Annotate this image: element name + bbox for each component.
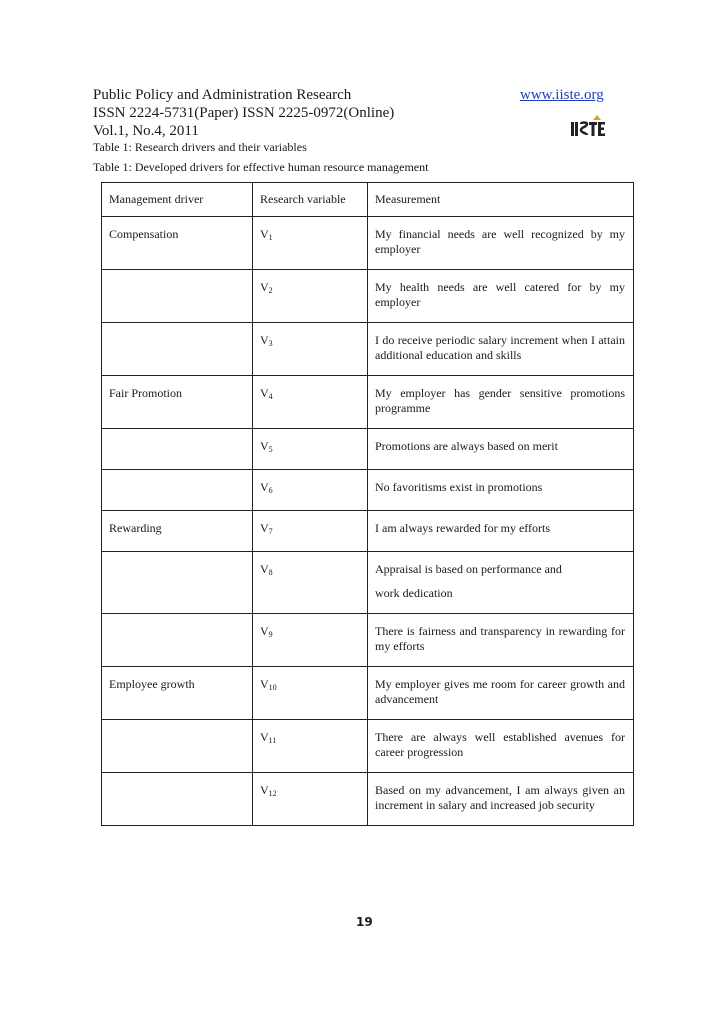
table-row (102, 470, 634, 511)
header-research-variable: Research variable (260, 192, 346, 206)
issn-line: ISSN 2224-5731(Paper) ISSN 2225-0972(Online) (93, 105, 395, 121)
measurement-cell: My financial needs are well recognized by my employer (375, 227, 625, 256)
variable-cell: $V_4$ (260, 386, 273, 401)
measurement-cell: I do receive periodic salary increment when I attain additional education and skills (375, 333, 625, 362)
measurement-cell: Based on my advancement, I am always given an increment in salary and increased job security (375, 783, 625, 812)
table-row (102, 376, 634, 429)
driver-cell (102, 270, 252, 292)
driver-cell: Compensation (109, 227, 179, 241)
driver-cell (102, 720, 252, 742)
driver-cell (102, 323, 252, 345)
table-row (102, 323, 634, 376)
table-row (102, 773, 634, 826)
driver-cell (102, 773, 252, 795)
table-row (102, 511, 634, 552)
variable-cell: $V_1$ (260, 227, 273, 242)
measurement-line: Appraisal is based on performance and (375, 562, 562, 576)
driver-cell (102, 614, 252, 636)
variable-cell: $V_8$ (260, 562, 273, 577)
measurement-cell: My employer gives me room for career growth and advancement (375, 677, 625, 706)
measurement-cell: My employer has gender sensitive promotions programme (375, 386, 625, 415)
website-link[interactable]: www.iiste.org (520, 87, 604, 103)
table-row (102, 614, 634, 667)
variable-cell: $V_{10}$ (260, 677, 277, 692)
volume-line: Vol.1, No.4, 2011 (93, 123, 199, 139)
table-row (102, 720, 634, 773)
page-number: 19 (356, 915, 373, 929)
measurement-cell: I am always rewarded for my efforts (375, 521, 551, 535)
journal-title: Public Policy and Administration Research (93, 87, 352, 103)
table-caption-developed-drivers: Table 1: Developed drivers for effective human resource management (93, 160, 429, 174)
table-row (102, 667, 634, 720)
iiste-logo (571, 114, 605, 138)
table-row (102, 270, 634, 323)
variable-cell: $V_6$ (260, 480, 273, 495)
measurement-line: work dedication (375, 586, 453, 600)
driver-cell (102, 552, 252, 574)
table-header-row (102, 183, 634, 217)
variable-cell: $V_9$ (260, 624, 273, 639)
variable-cell: $V_2$ (260, 280, 273, 295)
variable-cell: $V_7$ (260, 521, 273, 536)
driver-cell: Rewarding (109, 521, 162, 535)
variable-cell: $V_{11}$ (260, 730, 277, 745)
drivers-table (101, 182, 630, 826)
measurement-cell: There is fairness and transparency in rewarding for my efforts (375, 624, 625, 653)
measurement-cell: Promotions are always based on merit (375, 439, 558, 453)
variable-cell: $V_{12}$ (260, 783, 277, 798)
table-caption-research-drivers: Table 1: Research drivers and their variables (93, 140, 307, 154)
measurement-cell: My health needs are well catered for by my employer (375, 280, 625, 309)
measurement-cell (368, 552, 633, 613)
table-row (102, 429, 634, 470)
driver-cell: Employee growth (109, 677, 195, 691)
driver-cell (102, 429, 252, 451)
measurement-cell: There are always well established avenues for career progression (375, 730, 625, 759)
table-row (102, 552, 634, 614)
variable-cell: $V_3$ (260, 333, 273, 348)
variable-cell: $V_5$ (260, 439, 273, 454)
header-management-driver: Management driver (109, 192, 204, 206)
driver-cell (102, 470, 252, 492)
table-row (102, 217, 634, 270)
header-measurement: Measurement (375, 192, 441, 206)
measurement-cell: No favoritisms exist in promotions (375, 480, 543, 494)
driver-cell: Fair Promotion (109, 386, 183, 400)
